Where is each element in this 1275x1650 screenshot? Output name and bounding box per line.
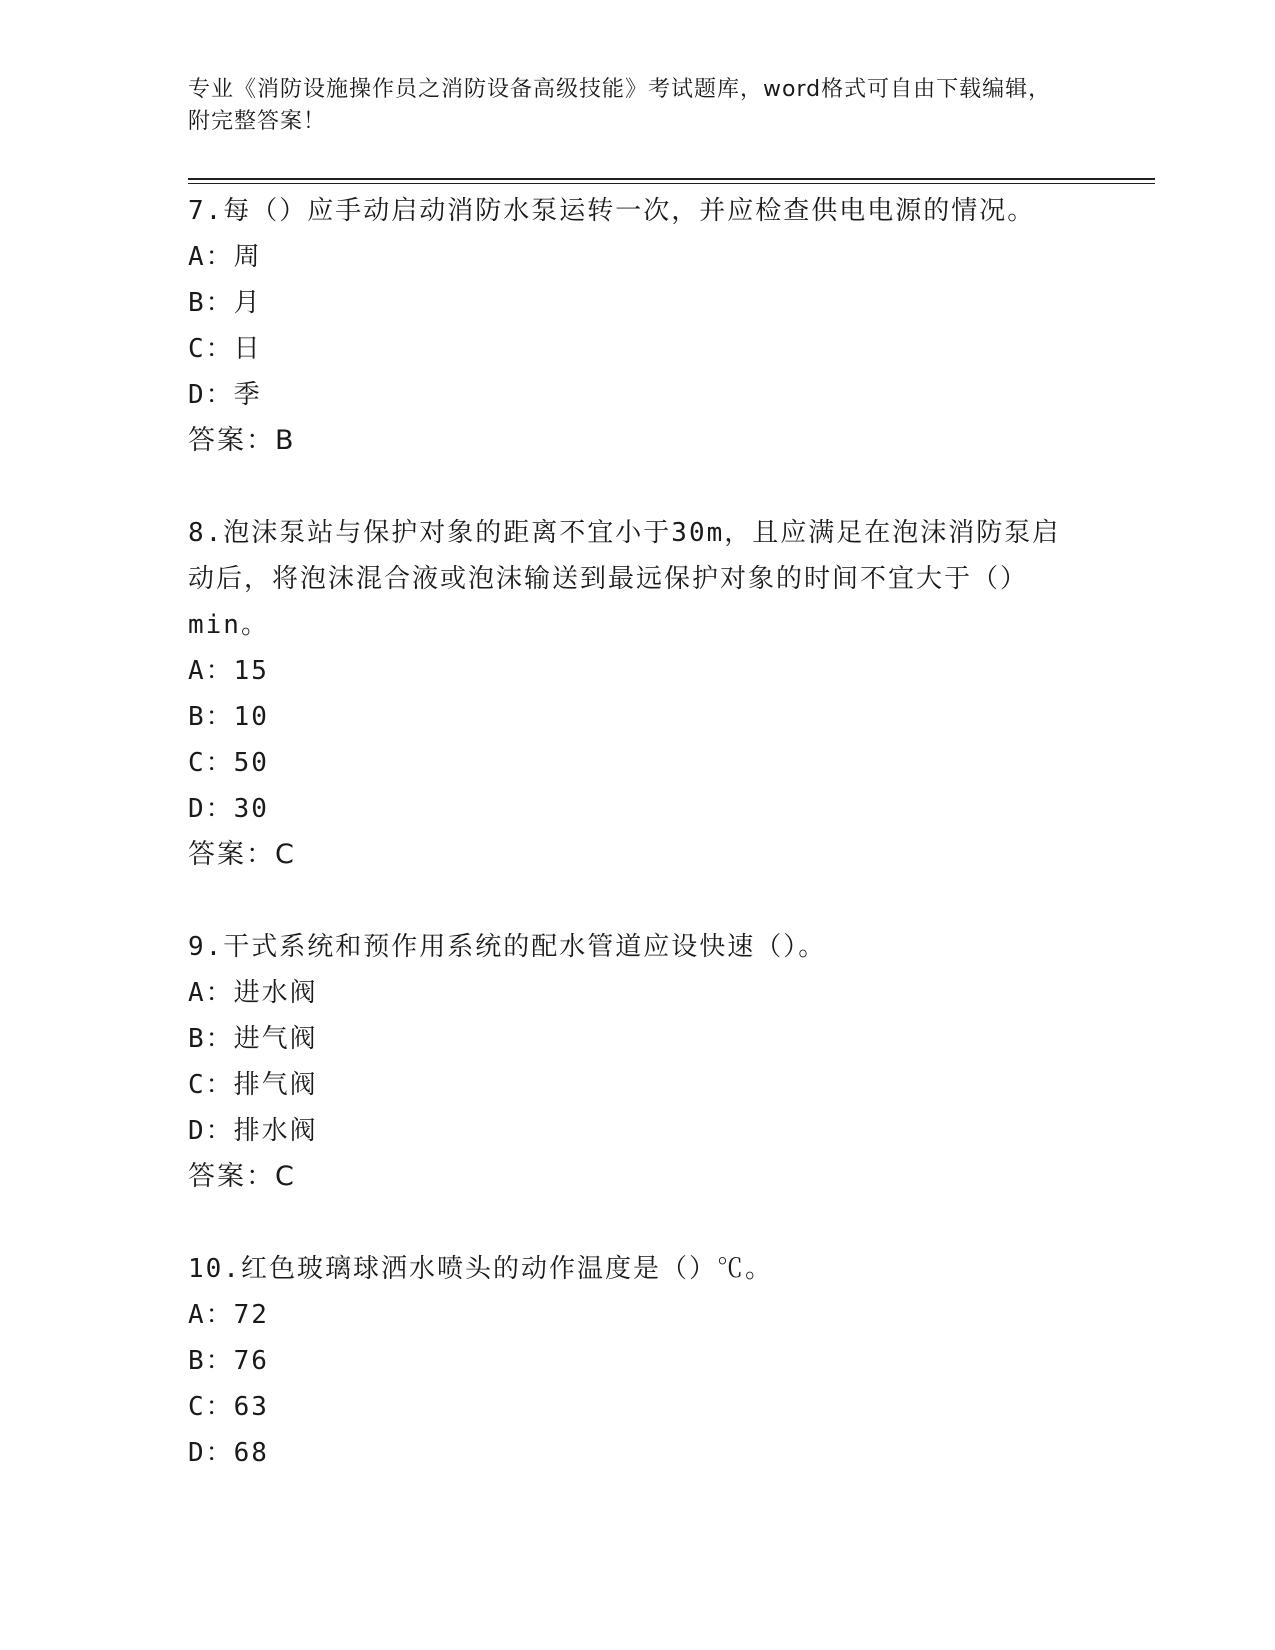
question-item bbox=[188, 510, 1088, 878]
answer-text: 答案：B bbox=[188, 425, 296, 456]
answer-text: 答案：C bbox=[188, 839, 296, 870]
option-a: A：72 bbox=[188, 1300, 269, 1330]
header-divider bbox=[188, 178, 1155, 180]
question-spacer bbox=[188, 1200, 1088, 1246]
option-d: D：30 bbox=[188, 794, 269, 824]
question-spacer bbox=[188, 878, 1088, 924]
option-b: B：76 bbox=[188, 1346, 269, 1376]
option-c: C：排气阀 bbox=[188, 1070, 318, 1100]
option-b: B：月 bbox=[188, 288, 262, 318]
option-c: C：63 bbox=[188, 1392, 269, 1422]
option-b: B：进气阀 bbox=[188, 1024, 318, 1054]
option-a: A：15 bbox=[188, 656, 269, 686]
document-header: 专业《消防设施操作员之消防设备高级技能》考试题库，word格式可自由下载编辑，附完整答案！ bbox=[188, 77, 1052, 134]
question-item bbox=[188, 1246, 1088, 1476]
question-text: 9.干式系统和预作用系统的配水管道应设快速（）。 bbox=[188, 932, 827, 962]
question-text: 10.红色玻璃球洒水喷头的动作温度是（）℃。 bbox=[188, 1254, 773, 1284]
option-a: A：进水阀 bbox=[188, 978, 318, 1008]
question-text: 7.每（）应手动启动消防水泵运转一次，并应检查供电电源的情况。 bbox=[188, 196, 1036, 226]
option-c: C：50 bbox=[188, 748, 269, 778]
option-c: C：日 bbox=[188, 334, 262, 364]
option-d: D：排水阀 bbox=[188, 1116, 318, 1146]
option-a: A：周 bbox=[188, 242, 262, 272]
question-list bbox=[188, 188, 1088, 1476]
option-d: D：季 bbox=[188, 380, 262, 410]
question-spacer bbox=[188, 464, 1088, 510]
answer-text: 答案：C bbox=[188, 1161, 296, 1192]
question-item bbox=[188, 188, 1088, 464]
question-text: 8.泡沫泵站与保护对象的距离不宜小于30m，且应满足在泡沫消防泵启动后，将泡沫混合液或泡沫输送到最远保护对象的时间不宜大于（）min。 bbox=[188, 518, 1061, 640]
option-d: D：68 bbox=[188, 1438, 269, 1468]
header-divider-secondary bbox=[188, 183, 1155, 184]
question-item bbox=[188, 924, 1088, 1200]
option-b: B：10 bbox=[188, 702, 269, 732]
